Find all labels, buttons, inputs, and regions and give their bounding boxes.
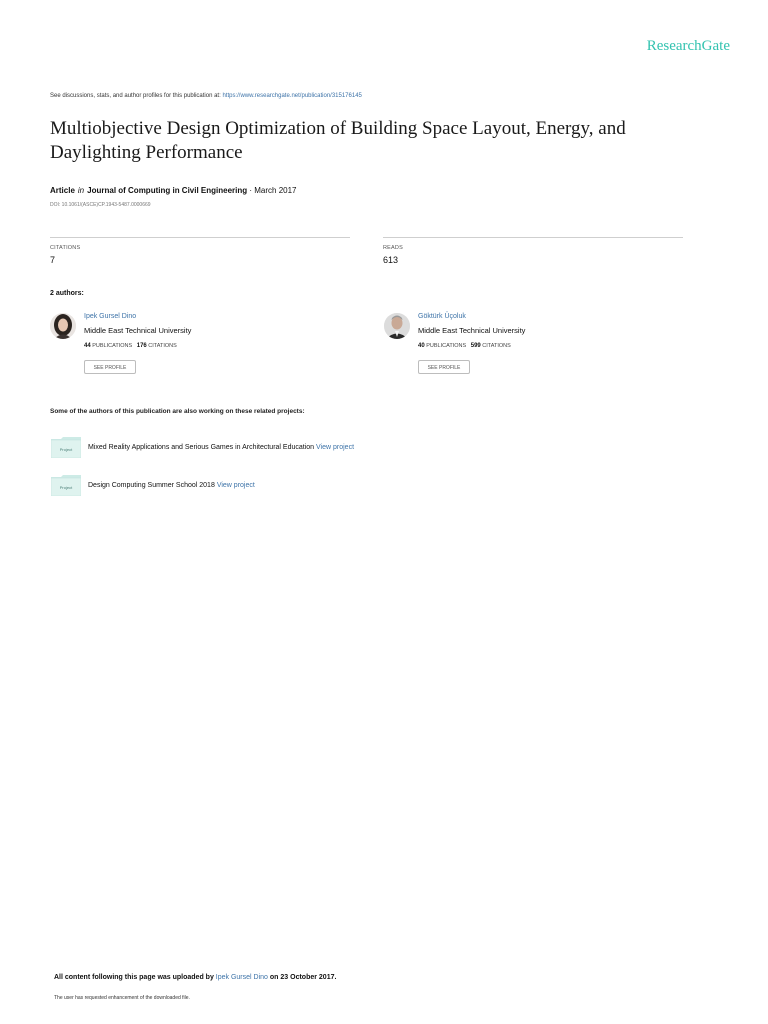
- author-citations-label: CITATIONS: [148, 343, 177, 349]
- project-item: [88, 482, 255, 489]
- publication-meta: [50, 186, 297, 195]
- citations-value: 7: [50, 255, 56, 265]
- see-profile-button[interactable]: SEE PROFILE: [84, 360, 136, 374]
- uploader-link[interactable]: Ipek Gursel Dino: [215, 974, 268, 981]
- publication-type: Article: [50, 186, 75, 195]
- author-publications-count: 44: [84, 343, 91, 349]
- author-name-link[interactable]: Göktürk Üçoluk: [418, 313, 466, 320]
- reads-divider: [383, 237, 683, 238]
- publication-date: · March 2017: [247, 186, 297, 195]
- avatar-woman-icon: [50, 313, 76, 339]
- project-item: [88, 444, 354, 451]
- doi: DOI: 10.1061/(ASCE)CP.1943-5487.0000669: [50, 202, 151, 208]
- journal-name: Journal of Computing in Civil Engineering: [87, 186, 248, 195]
- project-icon-label: Project: [59, 447, 73, 452]
- author-avatar[interactable]: [384, 313, 410, 339]
- author-institution: Middle East Technical University: [418, 326, 526, 335]
- author-publications-label: PUBLICATIONS: [92, 343, 133, 349]
- author-citations-label: CITATIONS: [482, 343, 511, 349]
- author-publications-label: PUBLICATIONS: [426, 343, 467, 349]
- upload-suffix: .: [334, 974, 337, 981]
- upload-date: 23 October 2017: [280, 974, 335, 981]
- view-project-link[interactable]: View project: [216, 482, 255, 489]
- reads-label: READS: [383, 245, 403, 251]
- citations-label: CITATIONS: [50, 245, 81, 251]
- authors-heading: 2 authors:: [50, 290, 84, 297]
- top-note-text: See discussions, stats, and author profiles for this publication at:: [50, 93, 223, 99]
- author-citations-count: 599: [470, 343, 481, 349]
- project-title: Mixed Reality Applications and Serious Games in Architectural Education: [88, 444, 315, 451]
- project-title: Design Computing Summer School 2018: [88, 482, 215, 489]
- author-name-link[interactable]: Ipek Gursel Dino: [84, 313, 137, 320]
- author-avatar[interactable]: [50, 313, 76, 339]
- project-icon-label: Project: [59, 485, 73, 490]
- author-institution: Middle East Technical University: [84, 326, 192, 335]
- author-stats: [418, 343, 511, 349]
- upload-prefix: All content following this page was uploaded by: [54, 974, 216, 981]
- author-citations-count: 176: [136, 343, 147, 349]
- see-profile-button[interactable]: SEE PROFILE: [418, 360, 470, 374]
- publication-title: Multiobjective Design Optimization of Building Space Layout, Energy, and Daylighting Performance: [50, 118, 626, 163]
- project-folder-icon: [51, 436, 81, 458]
- upload-middle: on: [267, 974, 281, 981]
- publication-url-link[interactable]: https://www.researchgate.net/publication/315176145: [222, 93, 362, 99]
- upload-notice: [54, 974, 336, 981]
- related-projects-heading: Some of the authors of this publication are also working on these related projects:: [50, 408, 305, 415]
- author-stats: [84, 343, 177, 349]
- enhancement-note: The user has requested enhancement of the downloaded file.: [54, 995, 190, 1001]
- citations-divider: [50, 237, 350, 238]
- reads-value: 613: [383, 255, 399, 265]
- author-publications-count: 40: [418, 343, 425, 349]
- meta-in: in: [77, 186, 85, 195]
- project-folder-icon: [51, 474, 81, 496]
- view-project-link[interactable]: View project: [316, 444, 355, 451]
- researchgate-logo[interactable]: ResearchGate: [646, 38, 730, 54]
- avatar-man-icon: [384, 313, 410, 339]
- top-note: [50, 93, 362, 99]
